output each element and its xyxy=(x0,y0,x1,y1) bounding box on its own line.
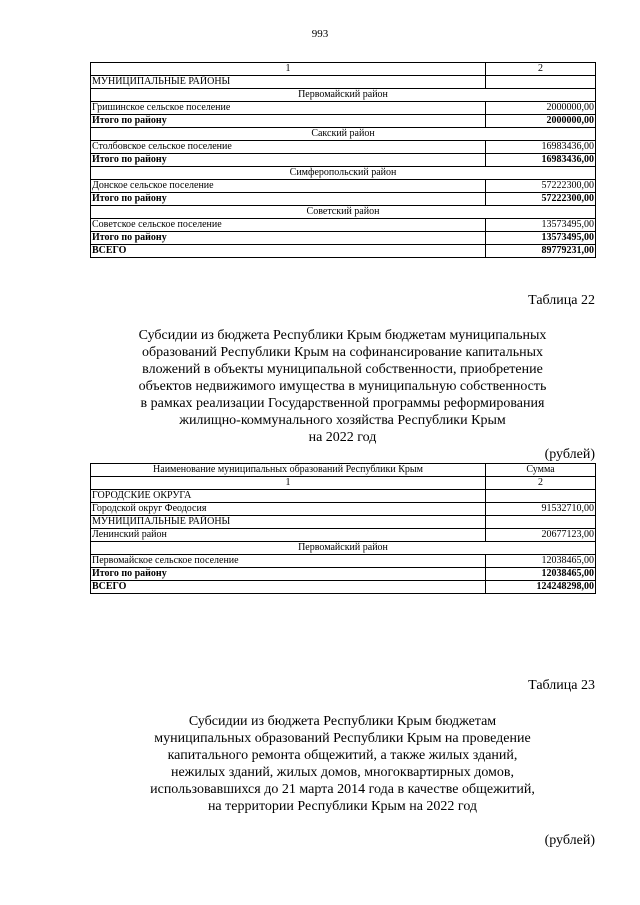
col-number-1: 1 xyxy=(91,477,486,490)
settlement-name: Донское сельское поселение xyxy=(91,180,486,193)
column-header-amount: Сумма xyxy=(486,464,596,477)
table-23-title: Субсидии из бюджета Республики Крым бюджетам муниципальных образований Республики Крым на проведение капитального ремонта общежитий, а также жилых зданий, нежилых зданий, жилых домов, многоквартирных домов, использовавшихся до 21 марта 2014 года в качестве общежитий, на территории Республики Крым на 2022 год xyxy=(150,714,535,814)
total-amount: 2000000,00 xyxy=(486,115,596,128)
amount: 20677123,00 xyxy=(486,529,596,542)
column-header-name: Наименование муниципальных образований Республики Крым xyxy=(91,464,486,477)
section-row xyxy=(91,490,596,503)
amount: 13573495,00 xyxy=(486,219,596,232)
grand-total-label: ВСЕГО xyxy=(91,581,486,594)
district-header-row xyxy=(91,542,596,555)
amount: 57222300,00 xyxy=(486,180,596,193)
table-row xyxy=(91,555,596,568)
table-22-units: (рублей) xyxy=(544,447,595,462)
district-header-row xyxy=(91,89,596,102)
section-label: МУНИЦИПАЛЬНЫЕ РАЙОНЫ xyxy=(91,76,486,89)
table-row xyxy=(91,219,596,232)
total-label: Итого по району xyxy=(91,154,486,167)
table-21-continuation xyxy=(90,62,596,258)
district-name: Сакский район xyxy=(91,128,596,141)
total-label: Итого по району xyxy=(91,115,486,128)
grand-total-label: ВСЕГО xyxy=(91,245,486,258)
municipality-name: Ленинский район xyxy=(91,529,486,542)
table-row xyxy=(91,503,596,516)
col-number-1: 1 xyxy=(91,63,486,76)
settlement-name: Советское сельское поселение xyxy=(91,219,486,232)
district-header-row xyxy=(91,167,596,180)
district-name: Первомайский район xyxy=(91,89,596,102)
amount: 91532710,00 xyxy=(486,503,596,516)
table-23-units: (рублей) xyxy=(544,833,595,848)
district-total-row xyxy=(91,154,596,167)
table-23-label: Таблица 23 xyxy=(528,678,595,693)
table-header-row xyxy=(91,464,596,477)
district-total-row xyxy=(91,232,596,245)
total-amount: 57222300,00 xyxy=(486,193,596,206)
municipality-name: Городской округ Феодосия xyxy=(91,503,486,516)
grand-total-row xyxy=(91,581,596,594)
grand-total-amount: 124248298,00 xyxy=(486,581,596,594)
table-22 xyxy=(90,463,596,594)
col-number-2: 2 xyxy=(486,63,596,76)
district-total-row xyxy=(91,115,596,128)
table-row xyxy=(91,141,596,154)
section-label: МУНИЦИПАЛЬНЫЕ РАЙОНЫ xyxy=(91,516,486,529)
col-number-2: 2 xyxy=(486,477,596,490)
total-label: Итого по району xyxy=(91,232,486,245)
table-row xyxy=(91,529,596,542)
section-row xyxy=(91,76,596,89)
total-label: Итого по району xyxy=(91,193,486,206)
page-number: 993 xyxy=(311,28,329,40)
district-total-row xyxy=(91,193,596,206)
settlement-name: Первомайское сельское поселение xyxy=(91,555,486,568)
total-amount: 13573495,00 xyxy=(486,232,596,245)
table-row xyxy=(91,180,596,193)
total-label: Итого по району xyxy=(91,568,486,581)
amount: 2000000,00 xyxy=(486,102,596,115)
amount: 12038465,00 xyxy=(486,555,596,568)
table-22-title: Субсидии из бюджета Республики Крым бюджетам муниципальных образований Республики Крым на софинансирование капитальных вложений в объекты муниципальной собственности, приобретение объектов недвижимого имущества в муниципальную собственность в рамках реализации Государственной программы реформирования жилищно-коммунального хозяйства Республики Крым на 2022 год xyxy=(138,328,547,445)
total-amount: 12038465,00 xyxy=(486,568,596,581)
settlement-name: Столбовское сельское поселение xyxy=(91,141,486,154)
district-header-row xyxy=(91,128,596,141)
section-label: ГОРОДСКИЕ ОКРУГА xyxy=(91,490,486,503)
district-header-row xyxy=(91,206,596,219)
column-number-row xyxy=(91,477,596,490)
grand-total-row xyxy=(91,245,596,258)
column-number-row xyxy=(91,63,596,76)
grand-total-amount: 89779231,00 xyxy=(486,245,596,258)
district-name: Первомайский район xyxy=(91,542,596,555)
amount: 16983436,00 xyxy=(486,141,596,154)
district-name: Симферопольский район xyxy=(91,167,596,180)
settlement-name: Гришинское сельское поселение xyxy=(91,102,486,115)
table-row xyxy=(91,102,596,115)
district-total-row xyxy=(91,568,596,581)
table-22-label: Таблица 22 xyxy=(528,293,595,308)
section-row xyxy=(91,516,596,529)
district-name: Советский район xyxy=(91,206,596,219)
total-amount: 16983436,00 xyxy=(486,154,596,167)
